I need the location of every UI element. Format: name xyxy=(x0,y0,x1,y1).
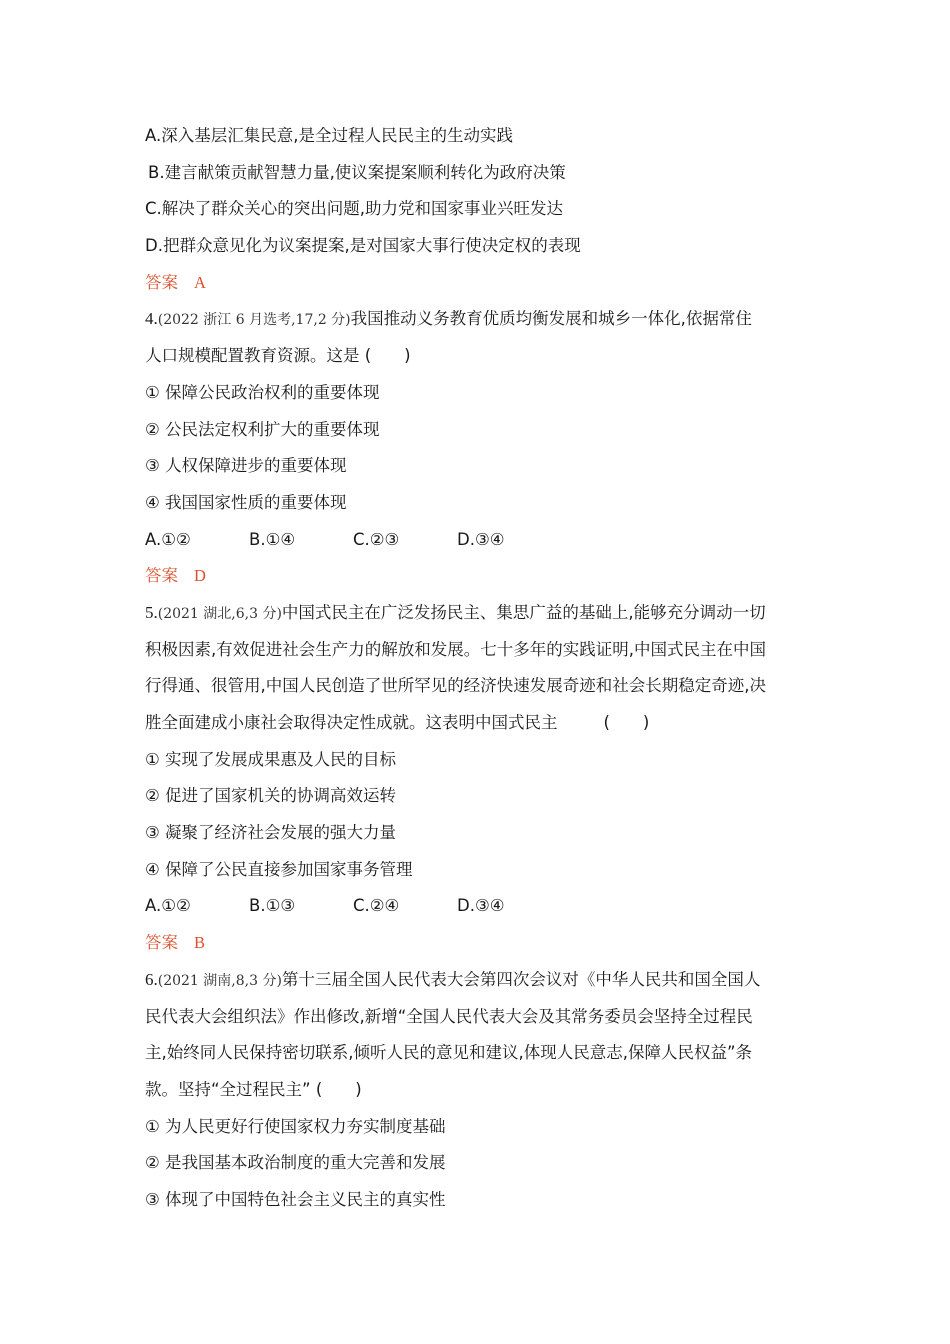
q3-answer xyxy=(145,265,815,302)
question-stem: 胜全面建成小康社会取得决定性成就。这表明中国式民主 xyxy=(145,713,558,732)
question-number: 4. xyxy=(145,309,158,329)
q5-item-4: ④ 保障了公民直接参加国家事务管理 xyxy=(145,859,413,879)
question-stem: 人口规模配置教育资源。这是 xyxy=(145,346,360,366)
q3-option-c: C.解决了群众关心的突出问题,助力党和国家事业兴旺发达 xyxy=(145,199,564,219)
q5-stem-line xyxy=(145,705,815,742)
choice-d: D.③④ xyxy=(457,529,505,549)
question-stem: 款。坚持“全过程民主” xyxy=(145,1079,311,1099)
choice-d: D.③④ xyxy=(457,896,505,916)
question-number: 6. xyxy=(145,969,158,989)
question-stem: 我国推动义务教育优质均衡发展和城乡一体化,依据常住 xyxy=(350,309,752,329)
q5-stem-line: 积极因素,有效促进社会生产力的解放和发展。七十多年的实践证明,中国式民主在中国 xyxy=(145,639,766,659)
q6-item-1: ① 为人民更好行使国家权力夯实制度基础 xyxy=(145,1116,446,1136)
choice-c: C.②③ xyxy=(353,529,400,549)
answer-label: 答案 xyxy=(145,933,178,953)
question-number: 5. xyxy=(145,602,158,622)
question-source: (2021 湖北,6,3 分) xyxy=(157,605,282,622)
q4-stem-line xyxy=(145,338,815,375)
answer-label: 答案 xyxy=(145,566,178,586)
answer-label: 答案 xyxy=(145,272,178,292)
q5-item-1: ① 实现了发展成果惠及人民的目标 xyxy=(145,749,397,769)
q4-stem-line xyxy=(145,301,815,338)
question-stem: 第十三届全国人民代表大会第四次会议对《中华人民共和国全国人 xyxy=(281,969,761,989)
q5-item-2: ② 促进了国家机关的协调高效运转 xyxy=(145,786,397,806)
answer-paren: ( ) xyxy=(364,346,411,366)
q4-item-1: ① 保障公民政治权利的重要体现 xyxy=(145,382,380,402)
q3-option-d: D.把群众意见化为议案提案,是对国家大事行使决定权的表现 xyxy=(145,236,581,256)
q3-option-b: B.建言献策贡献智慧力量,使议案提案顺利转化为政府决策 xyxy=(148,162,566,182)
q3-option-a: A.深入基层汇集民意,是全过程人民民主的生动实践 xyxy=(145,126,513,145)
choice-a: A.①② xyxy=(145,896,191,916)
choice-a: A.①② xyxy=(145,529,191,549)
q4-item-3: ③ 人权保障进步的重要体现 xyxy=(145,456,347,476)
q5-choices xyxy=(145,888,815,925)
answer-value: B xyxy=(194,933,206,953)
q4-item-2: ② 公民法定权利扩大的重要体现 xyxy=(145,419,380,439)
answer-paren: ( ) xyxy=(315,1079,362,1099)
q5-item-3: ③ 凝聚了经济社会发展的强大力量 xyxy=(145,823,397,843)
question-stem: 中国式民主在广泛发扬民主、集思广益的基础上,能够充分调动一切 xyxy=(281,602,766,622)
q6-stem-line: 民代表大会组织法》作出修改,新增“全国人民代表大会及其常务委员会坚持全过程民 xyxy=(145,1006,753,1026)
q4-item-4: ④ 我国国家性质的重要体现 xyxy=(145,492,347,512)
choice-b: B.①④ xyxy=(249,529,296,549)
choice-c: C.②④ xyxy=(353,896,400,916)
choice-b: B.①③ xyxy=(249,896,296,916)
question-source: (2022 浙江 6 月选考,17,2 分) xyxy=(157,312,351,329)
q5-stem-line: 行得通、很管用,中国人民创造了世所罕见的经济快速发展奇迹和社会长期稳定奇迹,决 xyxy=(145,676,766,696)
q6-stem-line xyxy=(145,962,815,999)
document-page xyxy=(145,118,815,1219)
q4-answer xyxy=(145,558,815,595)
q5-answer xyxy=(145,925,815,962)
q6-stem-line: 主,始终同人民保持密切联系,倾听人民的意见和建议,体现人民意志,保障人民权益”条 xyxy=(145,1043,753,1063)
q4-choices xyxy=(145,522,815,559)
q6-stem-line xyxy=(145,1072,815,1109)
answer-value: D xyxy=(194,566,206,586)
question-source: (2021 湖南,8,3 分) xyxy=(157,972,282,989)
q6-item-2: ② 是我国基本政治制度的重大完善和发展 xyxy=(145,1153,446,1173)
q6-item-3: ③ 体现了中国特色社会主义民主的真实性 xyxy=(145,1189,446,1209)
answer-paren: ( ) xyxy=(603,713,650,732)
q5-stem-line xyxy=(145,595,815,632)
answer-value: A xyxy=(194,272,206,292)
